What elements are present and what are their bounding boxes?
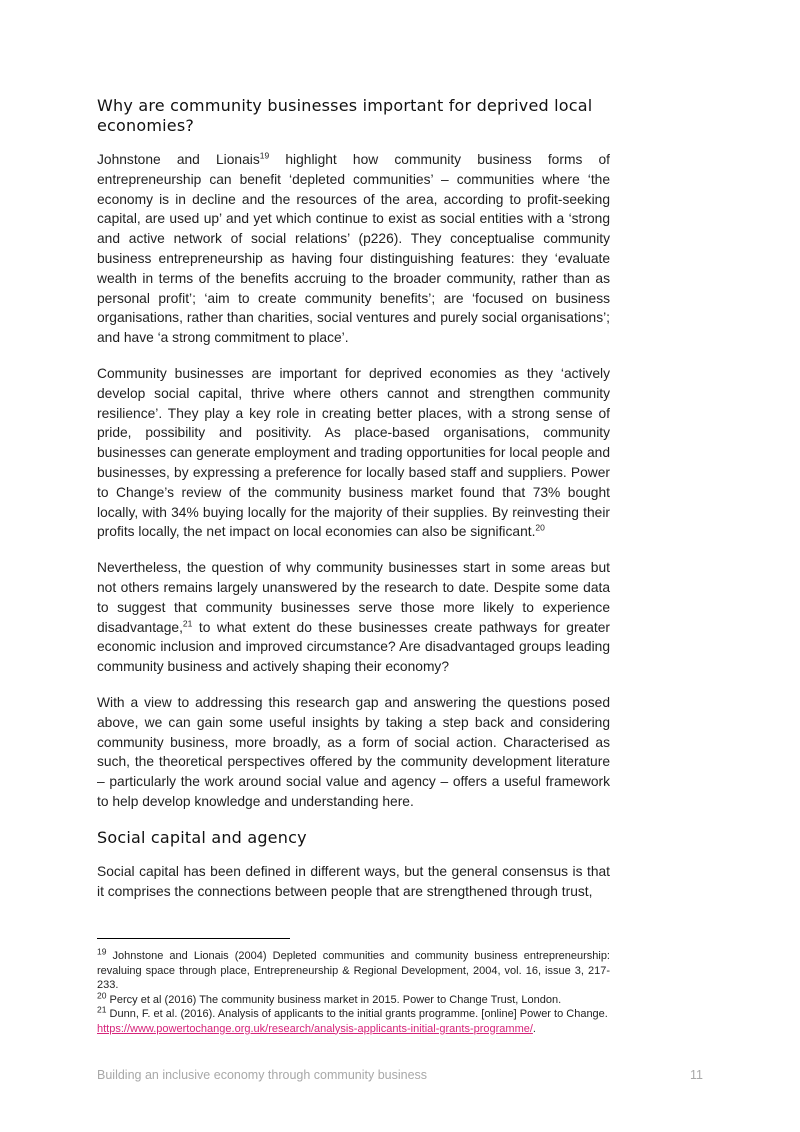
- footnote: [97, 989, 610, 1008]
- paragraph-text: Community businesses are important for deprived economies as they ‘actively develop social capital, thrive where others cannot and strengthen community resilience’. They play a key role in creating better places, with a strong sense of pride, possibility and positivity. As place-based organisations, community businesses can generate employment and trading opportunities for local people and businesses, by expressing a preference for locally based staff and suppliers. Power to Change’s review of the community business market found that 73% bought locally, with 34% buying locally for the majority of their supplies. By reinvesting their profits locally, the net impact on local economies can also be significant.: [97, 365, 610, 540]
- footnote-divider: [97, 938, 290, 939]
- document-body: [97, 96, 610, 917]
- footer-title: Building an inclusive economy through community business: [97, 1068, 428, 1082]
- footnote-number: 20: [97, 989, 107, 1000]
- paragraph-text: to what extent do these businesses create pathways for greater economic inclusion and improved circumstance? Are disadvantaged groups leading community business and actively shaping their economy?: [97, 619, 610, 675]
- footnote-number: 19: [97, 946, 107, 957]
- paragraph-text: highlight how community business forms of entrepreneurship can benefit ‘depleted communities’ – communities where ‘the economy is in decline and the resources of the area, according to profit-seeking capital, are used up’ and yet which continue to exist as social entities with a ‘strong and active network of social relations’ (p226). They conceptualise community business entrepreneurship as having four distinguishing features: they ‘evaluate wealth in terms of the benefits accruing to the broader community, rather than as personal profit’; ‘aim to create community benefits’; are ‘focused on business organisations, rather than charities, social ventures and purely social organisations’; and have ‘a strong commitment to place’.: [97, 152, 611, 346]
- footnote: [97, 946, 610, 993]
- paragraph: [97, 150, 610, 348]
- footnote-ref: 20: [535, 522, 545, 533]
- section-heading: Why are community businesses important for deprived local economies?: [97, 96, 593, 135]
- footnote-text: Dunn, F. et al. (2016). Analysis of applicants to the initial grants programme. [online] Power to Change.: [106, 1008, 608, 1020]
- page-number: 11: [690, 1068, 703, 1082]
- paragraph: Social capital has been defined in different ways, but the general consensus is that it comprises the connections between people that are strengthened through trust,: [97, 863, 610, 899]
- footnote-link[interactable]: https://www.powertochange.org.uk/research/analysis-applicants-initial-grants-programme/: [97, 1022, 533, 1035]
- section-heading: Social capital and agency: [97, 827, 307, 847]
- paragraph-text: Nevertheless, the question of why community businesses start in some areas but not others remains largely unanswered by the research to date. Despite some data to suggest that community businesses serve those more likely to experience disadvantage,: [97, 560, 610, 635]
- paragraph-text: Johnstone and Lionais: [97, 152, 260, 167]
- paragraph: [97, 364, 610, 542]
- paragraph: With a view to addressing this research gap and answering the questions posed above, we can gain some useful insights by taking a step back and considering community business, more broadly, as a form of social action. Characterised as such, the theoretical perspectives offered by the community development literature – particularly the work around social value and agency – offers a useful framework to help develop knowledge and understanding here.: [97, 694, 610, 809]
- footnote-ref: 21: [182, 617, 193, 628]
- footnotes: [97, 938, 610, 1036]
- page-footer: [97, 1068, 703, 1086]
- footnote-number: 21: [97, 1004, 107, 1015]
- footnote: [97, 1004, 610, 1036]
- footnote-ref: 19: [259, 150, 270, 161]
- footnote-text: Percy et al (2016) The community business market in 2015. Power to Change Trust, London.: [106, 993, 562, 1006]
- footnote-text: .: [532, 1022, 536, 1035]
- footnote-text: Johnstone and Lionais (2004) Depleted communities and community business entrepreneurship: revaluing space through place, Entrepreneurship & Regional Development, 2004, vol. 16, issue 3, 217-233.: [97, 950, 610, 991]
- paragraph: [97, 558, 610, 677]
